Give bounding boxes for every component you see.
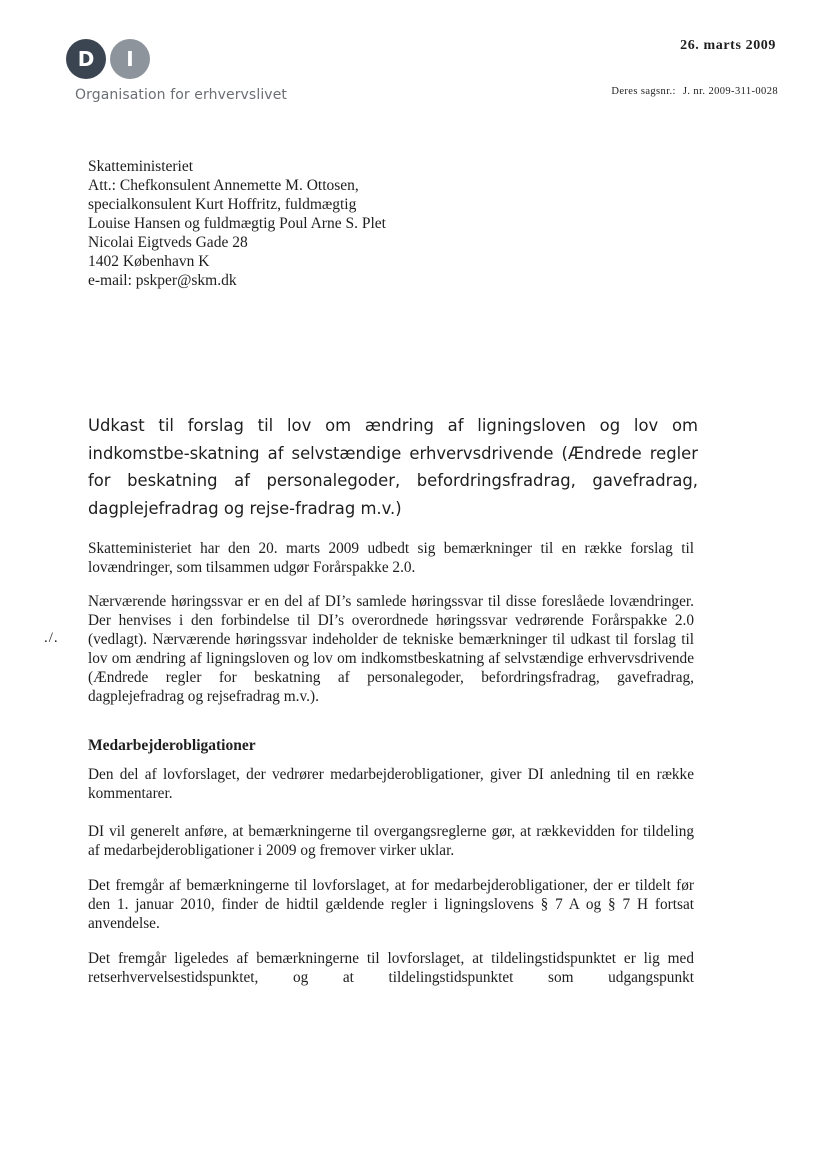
- letter-subject: Udkast til forslag til lov om ændring af ligningsloven og lov om indkomstbe-skatning af selvstændige erhvervsdrivende (Ændrede regler for beskatning af personalegoder, befordringsfradrag, gavefradrag, dagplejefradrag og rejse-fradrag m.v.): [88, 416, 698, 518]
- address-line: specialkonsulent Kurt Hoffritz, fuldmægtig: [88, 196, 357, 213]
- paragraph: Det fremgår ligeledes af bemærkningerne til lovforslaget, at tildelingstidspunktet er lig med retserhvervelsestidspunktet, og at tildelingstidspunktet som udgangspunkt: [88, 950, 694, 986]
- logo-letter-i: I: [110, 39, 150, 79]
- address-line: Louise Hansen og fuldmægtig Poul Arne S. Plet: [88, 215, 386, 232]
- margin-annotation: ./.: [44, 630, 59, 646]
- address-line: Nicolai Eigtveds Gade 28: [88, 234, 248, 251]
- address-line: 1402 København K: [88, 253, 210, 270]
- logo-letter-d: D: [66, 39, 106, 79]
- reference-value: J. nr. 2009-311-0028: [682, 86, 778, 97]
- paragraph: Nærværende høringssvar er en del af DI’s samlede høringssvar til disse foreslåede lovændringer. Der henvises i den forbindelse til DI’s overordnede høringssvar vedrørende Forårspakke 2.0 (vedlagt). Nærværende høringssvar indeholder de tekniske bemærkninger til udkast til forslag til lov om ændring af ligningsloven og lov om indkomstbeskatning af selvstændige erhvervsdrivende (Ændrede regler for beskatning af personalegoder, befordringsfradrag, gavefradrag, dagplejefradrag og rejsefradrag m.v.).: [88, 593, 694, 705]
- section-heading: Medarbejderobligationer: [88, 737, 256, 754]
- paragraph: DI vil generelt anføre, at bemærkningerne til overgangsreglerne gør, at rækkevidden for tildeling af medarbejderobligationer i 2009 og fremover virker uklar.: [88, 823, 694, 859]
- paragraph: Den del af lovforslaget, der vedrører medarbejderobligationer, giver DI anledning til en række kommentarer.: [88, 766, 694, 802]
- address-line: Att.: Chefkonsulent Annemette M. Ottosen,: [88, 177, 359, 194]
- letter-date: 26. marts 2009: [680, 38, 776, 53]
- di-logo: [66, 39, 156, 83]
- address-line: e-mail: pskper@skm.dk: [88, 272, 237, 289]
- address-line: Skatteministeriet: [88, 158, 194, 175]
- reference-label: Deres sagsnr.:: [611, 86, 676, 97]
- recipient-address: [88, 157, 386, 290]
- paragraph: Det fremgår af bemærkningerne til lovforslaget, at for medarbejderobligationer, der er tildelt før den 1. januar 2010, finder de hidtil gældende regler i ligningslovens § 7 A og § 7 H fortsat anvendelse.: [88, 877, 694, 932]
- organization-tagline: Organisation for erhvervslivet: [75, 87, 287, 103]
- reference-number: [611, 86, 778, 97]
- paragraph: Skatteministeriet har den 20. marts 2009 udbedt sig bemærkninger til en række forslag til lovændringer, som tilsammen udgør Forårspakke 2.0.: [88, 540, 694, 576]
